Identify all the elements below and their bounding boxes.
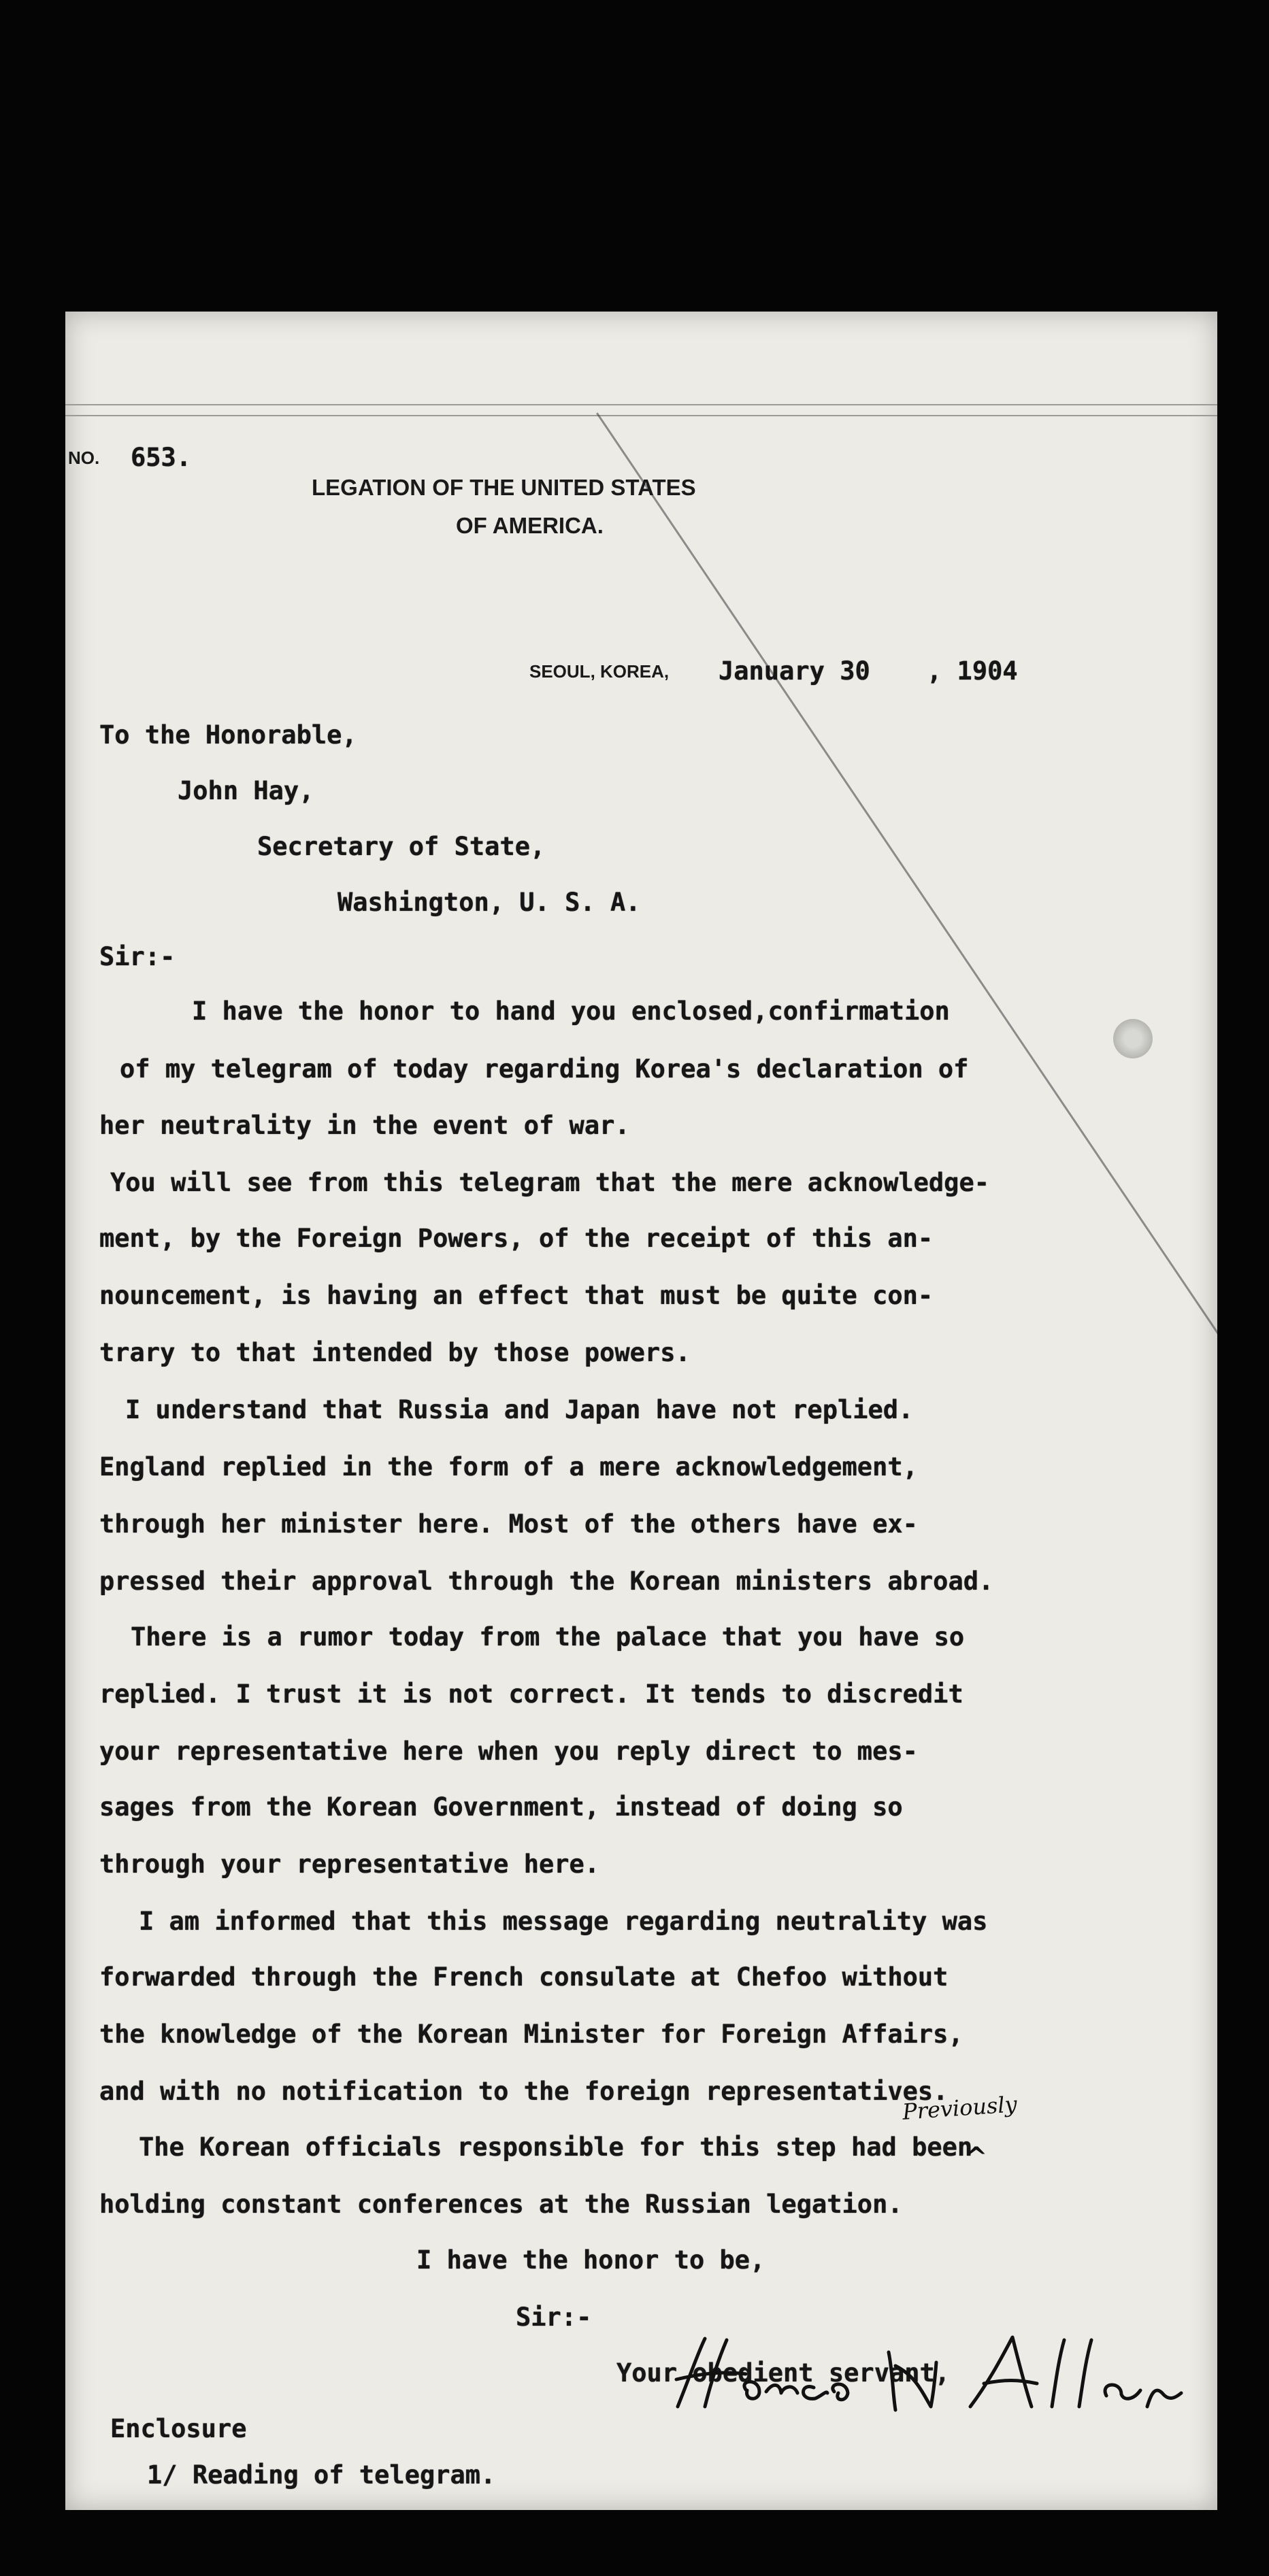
body-line: pressed their approval through the Korean ministers abroad.: [99, 1567, 994, 1596]
addressee-line-2: John Hay,: [178, 776, 314, 805]
body-line: England replied in the form of a mere acknowledgement,: [99, 1452, 918, 1482]
body-line: her neutrality in the event of war.: [99, 1111, 630, 1140]
letter-page: [65, 312, 1217, 2510]
number-label: NO.: [68, 448, 100, 468]
closing-line-3: Your obedient servant,: [616, 2358, 951, 2388]
body-line: trary to that intended by those powers.: [99, 1338, 691, 1367]
body-line: your representative here when you reply direct to mes-: [99, 1737, 918, 1766]
body-line: You will see from this telegram that the mere acknowledge-: [110, 1168, 990, 1197]
salutation: Sir:-: [99, 942, 176, 971]
handwritten-insertion: Previously: [901, 2091, 1018, 2125]
body-line: sages from the Korean Government, instead of doing so: [99, 1792, 903, 1822]
letterhead-line-2: OF AMERICA.: [456, 513, 604, 538]
addressee-line-4: Washington, U. S. A.: [337, 888, 641, 917]
punch-hole: [1113, 1019, 1153, 1058]
body-line: I have the honor to hand you enclosed,confirmation: [192, 997, 950, 1026]
body-line: nouncement, is having an effect that must be quite con-: [99, 1281, 934, 1310]
body-line: and with no notification to the foreign representatives.: [99, 2077, 949, 2106]
dateline-date: January 30: [719, 656, 870, 686]
body-line: through your representative here.: [99, 1850, 600, 1879]
insertion-caret-icon: ^: [965, 2141, 988, 2173]
dateline-place: SEOUL, KOREA,: [529, 661, 670, 682]
body-line: through her minister here. Most of the others have ex-: [99, 1509, 918, 1539]
body-line: I am informed that this message regarding neutrality was: [139, 1907, 988, 1936]
body-line: holding constant conferences at the Russian legation.: [99, 2190, 903, 2219]
addressee-line-3: Secretary of State,: [257, 832, 546, 861]
body-line: forwarded through the French consulate at Chefoo without: [99, 1962, 949, 1992]
body-line: of my telegram of today regarding Korea's declaration of: [120, 1054, 969, 1084]
ruled-line: [65, 415, 1217, 416]
enclosure-item: 1/ Reading of telegram.: [147, 2460, 496, 2490]
handwritten-signature: [664, 2325, 1188, 2420]
closing-line-2: Sir:-: [516, 2303, 592, 2332]
body-line: I understand that Russia and Japan have not replied.: [125, 1395, 914, 1424]
addressee-line-1: To the Honorable,: [99, 720, 357, 750]
body-line: The Korean officials responsible for this step had been: [139, 2132, 973, 2162]
closing-line-1: I have the honor to be,: [416, 2245, 765, 2275]
body-line: the knowledge of the Korean Minister for Foreign Affairs,: [99, 2020, 963, 2049]
ruled-line: [65, 404, 1217, 405]
body-line: replied. I trust it is not correct. It tends to discredit: [99, 1679, 963, 1709]
dateline-year: , 1904: [927, 656, 1018, 686]
body-line: ment, by the Foreign Powers, of the receipt of this an-: [99, 1224, 934, 1253]
letterhead-line-1: LEGATION OF THE UNITED STATES: [312, 475, 696, 500]
body-line: There is a rumor today from the palace that you have so: [131, 1622, 965, 1652]
dispatch-number: 653.: [131, 443, 192, 472]
enclosure-label: Enclosure: [110, 2414, 247, 2443]
